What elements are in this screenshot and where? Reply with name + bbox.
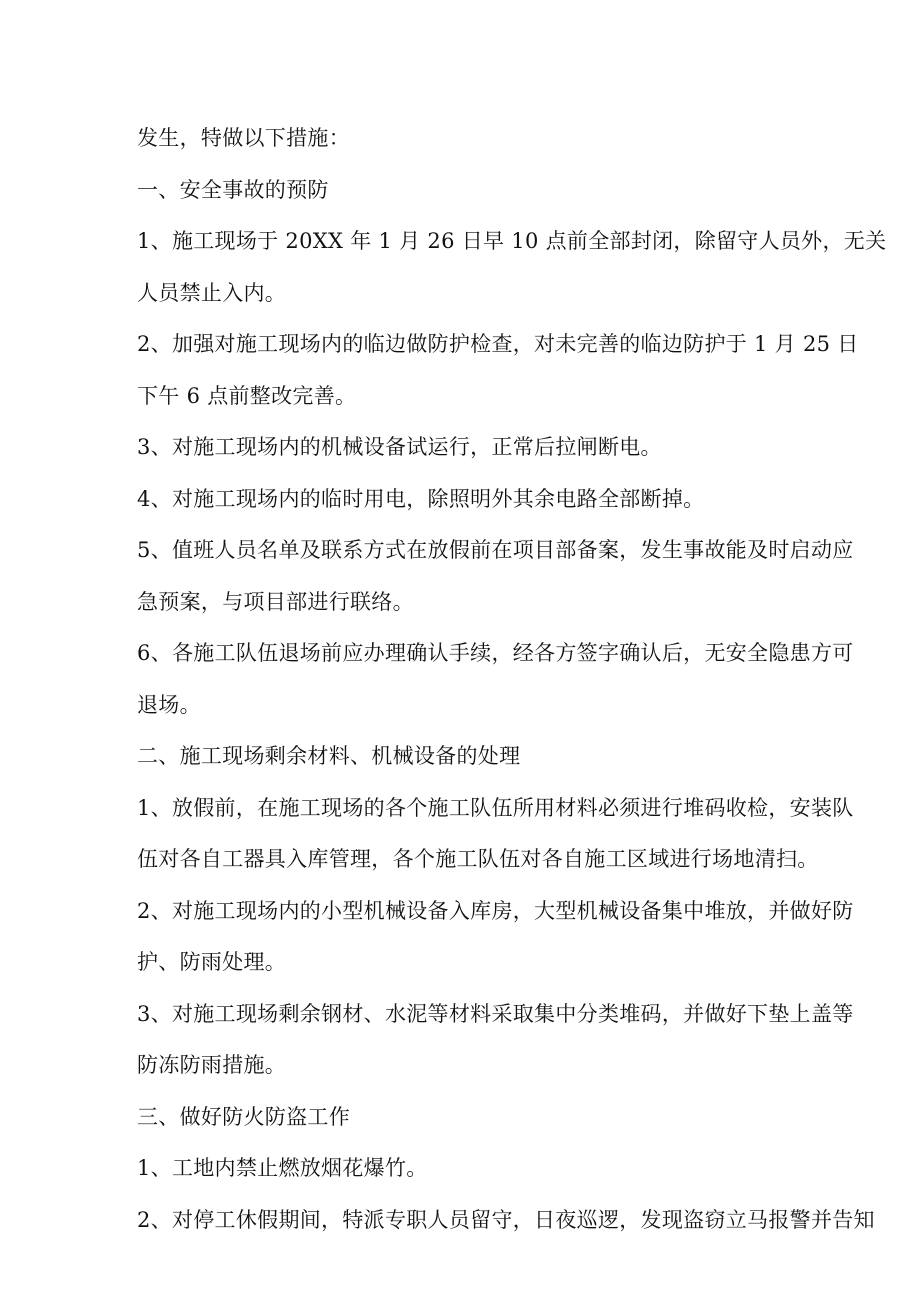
text-line: 防冻防雨措施。 bbox=[137, 1053, 287, 1077]
section-heading: 一、安全事故的预防 bbox=[137, 177, 329, 202]
text-line: 护、防雨处理。 bbox=[137, 950, 287, 974]
text-line: 3、对施工现场内的机械设备试运行，正常后拉闸断电。 bbox=[137, 435, 662, 459]
text-line: 2、对施工现场内的小型机械设备入库房，大型机械设备集中堆放，并做好防 bbox=[137, 898, 854, 923]
section-heading: 三、做好防火防盗工作 bbox=[137, 1104, 350, 1129]
text-line: 2、加强对施工现场内的临边做防护检查，对未完善的临边防护于 1 月 25 日 bbox=[137, 332, 859, 356]
text-line: 退场。 bbox=[137, 692, 201, 717]
text-line: 伍对各自工器具入库管理，各个施工队伍对各自施工区域进行场地清扫。 bbox=[137, 847, 819, 871]
text-line: 下午 6 点前整改完善。 bbox=[137, 383, 357, 408]
text-line: 1、放假前，在施工现场的各个施工队伍所用材料必须进行堆码收检，安装队 bbox=[137, 795, 854, 820]
text-line: 5、值班人员名单及联系方式在放假前在项目部备案，发生事故能及时启动应 bbox=[137, 538, 854, 562]
text-line: 3、对施工现场剩余钢材、水泥等材料采取集中分类堆码，并做好下垫上盖等 bbox=[137, 1001, 854, 1026]
document-body bbox=[137, 116, 887, 1249]
text-line: 1、工地内禁止燃放烟花爆竹。 bbox=[137, 1156, 428, 1180]
section-heading: 二、施工现场剩余材料、机械设备的处理 bbox=[137, 744, 521, 768]
text-line: 发生，特做以下措施： bbox=[137, 126, 350, 150]
text-line: 人员禁止入内。 bbox=[137, 280, 287, 305]
text-line: 4、对施工现场内的临时用电，除照明外其余电路全部断掉。 bbox=[137, 486, 705, 511]
text-line: 1、施工现场于 20XX 年 1 月 26 日早 10 点前全部封闭，除留守人员外，无关 bbox=[137, 229, 887, 253]
text-line: 急预案，与项目部进行联络。 bbox=[137, 589, 414, 614]
text-line: 6、各施工队伍退场前应办理确认手续，经各方签字确认后，无安全隐患方可 bbox=[137, 641, 854, 665]
text-line: 2、对停工休假期间，特派专职人员留守，日夜巡逻，发现盗窃立马报警并告知 bbox=[137, 1207, 875, 1232]
